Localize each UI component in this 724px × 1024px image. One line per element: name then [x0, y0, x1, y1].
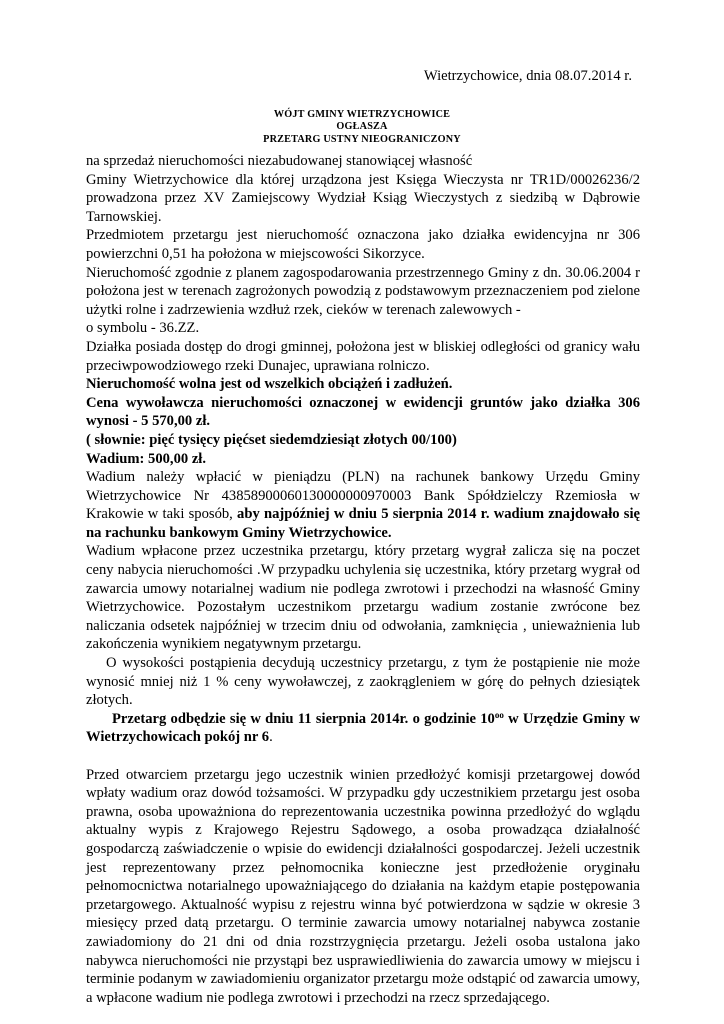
paragraph-deposit	[86, 450, 640, 469]
paragraph-deposit-rules: Wadium wpłacone przez uczestnika przetargu, który przetarg wygrał zalicza się na poczet ceny nabycia nieruchomości .W przypadku uchylenia się uczestnika, który przetarg wygrał od zawarcia umowy notarialnej wadium nie podlega zwrotowi i przechodzi na własność Gminy Wietrzychowice. Pozostałym uczestnikom przetargu wadium zostanie zwrócone bez naliczania odsetek najpóźniej w trzecim dniu od odwołania, zamknięcia , unieważnienia lub zakończenia wynikiem negatywnym przetargu.	[86, 543, 640, 653]
tender-date-text: Przetarg odbędzie się w dniu 11 sierpnia 2014r. o godzinie 10	[112, 710, 495, 727]
deposit-amount-text: Wadium: 500,00 zł.	[86, 450, 206, 467]
paragraph-requirements: Przed otwarciem przetargu jego uczestnik winien przedłożyć komisji przetargowej dowód wpłaty wadium oraz dowód tożsamości. W przypadku gdy uczestnikiem przetargu jest osoba prawna, osoba upoważniona do reprezentowania uczestnika powinna przedłożyć do wglądu aktualny wypis z Krajowego Rejestru Sądowego, a osoba prowadząca działalność gospodarczą zaświadczenie o wpisie do ewidencji działalności gospodarczej. Jeżeli uczestnik jest reprezentowany przez pełnomocnika konieczne jest przedłożenie oryginału pełnomocnictwa notarialnego upoważniającego do działania na każdym etapie postępowania przetargowego. Aktualność wypisu z rejestru winna być potwierdzona w sądzie w okresie 3 miesięcy przed datą przetargu. O terminie zawarcia umowy notarialnej nabywca zostanie zawiadomiony do 21 dni od dnia rozstrzygnięcia przetargu. Jeżeli osoba ustalona jako nabywca nieruchomości nie przystąpi bez usprawiedliwienia do zawarcia umowy w miejscu i terminie podanym w zawiadomieniu organizator przetargu może odstąpić od zawarcia umowy, a wpłacone wadium nie podlega zwrotowi i przechodzi na rzecz sprzedającego.	[86, 766, 640, 1006]
tender-date-period: .	[269, 729, 273, 746]
paragraph-deposit-payment	[86, 468, 640, 542]
paragraph-spacer	[86, 747, 640, 766]
paragraph-zoning-symbol: o symbolu - 36.ZZ.	[86, 320, 200, 337]
starting-price-text: Cena wywoławcza nieruchomości oznaczonej w ewidencji gruntów jako działka 306 wynosi - 5 570,00 zł.	[86, 394, 640, 430]
paragraph-zoning: Nieruchomość zgodnie z planem zagospodarowania przestrzennego Gminy z dn. 30.06.2004 r położona jest w terenach zagrożonych powodzią z podstawowym przeznaczeniem pod zielone użytki rolne i zadrzewienia wzdłuż rzek, cieków w terenach zalewowych -	[86, 264, 640, 318]
tender-location-text: w Urzędzie Gminy w Wietrzychowicach pokój nr 6	[86, 710, 640, 746]
price-words-text: ( słownie: pięć tysięcy pięćset siedemdziesiąt złotych 00/100)	[86, 431, 457, 448]
title-tender-type: PRZETARG USTNY NIEOGRANICZONY	[263, 134, 461, 145]
deposit-payment-text: Wadium należy wpłacić w pieniądzu (PLN) na rachunek bankowy Urzędu Gminy Wietrzychowice Nr 43858900060130000000970003 Bank Spółdzielczy Rzemiosła w Krakowie w taki sposób,	[86, 469, 640, 523]
paragraph-land-register: Gminy Wietrzychowice dla której urządzona jest Księga Wieczysta nr TR1D/00026236/2 prowadzona przez XV Zamiejscowy Wydział Ksiąg Wieczystych z siedzibą w Dąbrowie Tarnowskiej.	[86, 171, 640, 225]
paragraph-subject: na sprzedaż nieruchomości niezabudowanej stanowiącej własność	[86, 153, 473, 169]
paragraph-price-words	[86, 431, 640, 450]
title-authority: WÓJT GMINY WIETRZYCHOWICE	[273, 109, 451, 120]
title-announces: OGŁASZA	[336, 121, 388, 132]
paragraph-encumbrance	[86, 375, 640, 394]
paragraph-property: Przedmiotem przetargu jest nieruchomość oznaczona jako działka ewidencyjna nr 306 powierzchni 0,51 ha położona w miejscowości Sikorzyce.	[86, 227, 640, 262]
paragraph-access: Działka posiada dostęp do drogi gminnej, położona jest w bliskiej odległości od granicy wału przeciwpowodziowego rzeki Dunajec, uprawiana rolniczo.	[86, 338, 640, 374]
paragraph-starting-price	[86, 394, 640, 431]
document-body	[86, 152, 640, 1007]
paragraph-tender-date	[86, 710, 640, 747]
deposit-deadline-text: aby najpóźniej w dniu 5 sierpnia 2014 r. wadium znajdowało się na rachunku bankowym Gminy Wietrzychowice.	[86, 506, 640, 541]
encumbrance-text: Nieruchomość wolna jest od wszelkich obciążeń i zadłużeń.	[86, 376, 453, 393]
hour-superscript: oo	[494, 709, 504, 720]
paragraph-bid-increment: O wysokości postąpienia decydują uczestnicy przetargu, z tym że postąpienie nie może wynosić mniej niż 1 % ceny wywoławczej, z zaokrągleniem w górę do pełnych dziesiątek złotych.	[86, 655, 640, 709]
date-line: Wietrzychowice, dnia 08.07.2014 r.	[423, 68, 632, 84]
